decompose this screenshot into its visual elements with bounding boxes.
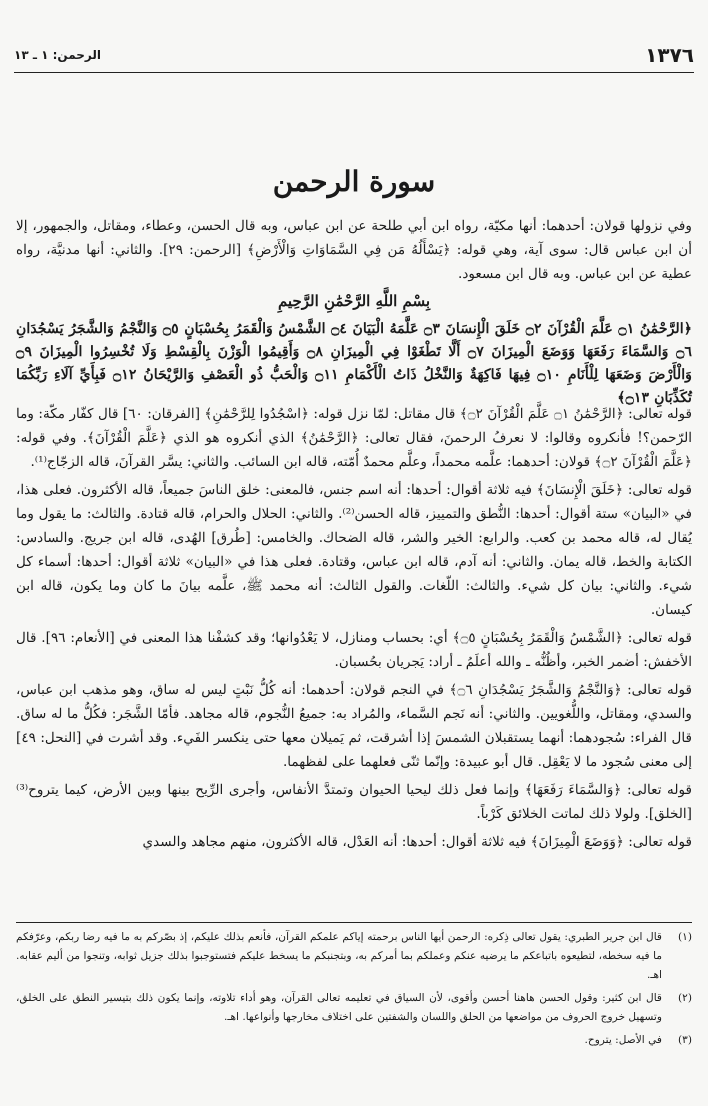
verses-block bbox=[16, 318, 692, 410]
running-title: الرحمن: ١ ـ ١٣ bbox=[14, 48, 102, 62]
footnote-text: قال ابن كثير: وقول الحسن هاهنا أحسن وأقوى، لأن السياق في تعليمه تعالى القرآن، وهو أداء تلاوته، وإنما يكون ذلك بتيسير النطق على الخلق، وتسهيل خروج الحروف من مواضعها من الحلق واللسان والشفتين على اختلاف مخارجها وأنواعها. اهـ. bbox=[16, 992, 662, 1023]
commentary bbox=[16, 402, 692, 854]
footnote-number: (٣) bbox=[678, 1034, 692, 1046]
commentary-paragraph: قوله تعالى: ﴿وَالنَّجْمُ وَالشَّجَرُ يَسْجُدَانِ ۝٦﴾ في النجم قولان: أحدهما: أنه كُلُّ نَبْتٍ ليس له ساق، وهو مذهب ابن عباس، والسدي، ومقاتل، واللُّغويين. والثاني: أنه نَجم السَّماء، والمُراد به: جميعُ النُّجوم، قاله مجاهد. فأمّا الشَّجَر: فكُلُّ ما له ساق. قال الفراء: سُجودهما: أنهما يستقبلان الشمسَ إذا أشرقت، ثم يَميلان معها حتى ينكسر الفَيء. وقد أشرت في [النحل: ٤٩] إلى معنى سُجود ما لا يَعْقِل. قال أبو عبيدة: وإنّما ثنّى فعلهما على لفظهما. bbox=[16, 682, 692, 770]
footnote-divider bbox=[16, 922, 692, 923]
footnote bbox=[16, 928, 692, 985]
commentary-paragraph: قوله تعالى: ﴿الرَّحْمَٰنُ ۝١ عَلَّمَ الْقُرْآنَ ۝٢﴾ قال مقاتل: لمّا نزل قوله: ﴿اسْجُدُوا لِلرَّحْمَٰنِ﴾ [الفرقان: ٦٠] قال كفّار مكّة: وما الرّحمن؟! فأنكروه وقالوا: لا نعرفُ الرحمنَ، فقال تعالى: ﴿الرَّحْمَٰنُ﴾ الذي أنكروه هو الذي ﴿عَلَّمَ الْقُرْآنَ﴾. وفي قوله: ﴿عَلَّمَ الْقُرْآنَ ۝٢﴾ قولان: أحدهما: علَّمه محمداً، وعلَّم محمدٌ أُمّته، قاله ابن السائب. والثاني: يسَّر القرآنَ، قاله الزجّاج⁽¹⁾. bbox=[16, 406, 692, 470]
verses-text: ﴿الرَّحْمَٰنُ ۝١ عَلَّمَ الْقُرْآنَ ۝٢ خَلَقَ الْإِنسَانَ ۝٣ عَلَّمَهُ الْبَيَانَ ۝٤ الشَّمْسُ وَالْقَمَرُ بِحُسْبَانٍ ۝٥ وَالنَّجْمُ وَالشَّجَرُ يَسْجُدَانِ ۝٦ وَالسَّمَاءَ رَفَعَهَا وَوَضَعَ الْمِيزَانَ ۝٧ أَلَّا تَطْغَوْا فِي الْمِيزَانِ ۝٨ وَأَقِيمُوا الْوَزْنَ بِالْقِسْطِ وَلَا تُخْسِرُوا الْمِيزَانَ ۝٩ وَالْأَرْضَ وَضَعَهَا لِلْأَنَامِ ۝١٠ فِيهَا فَاكِهَةٌ وَالنَّخْلُ ذَاتُ الْأَكْمَامِ ۝١١ وَالْحَبُّ ذُو الْعَصْفِ وَالرَّيْحَانُ ۝١٢ فَبِأَيِّ آلَاءِ رَبِّكُمَا تُكَذِّبَانِ ۝١٣﴾ bbox=[16, 321, 693, 406]
footnotes bbox=[16, 928, 692, 1054]
footnote bbox=[16, 989, 692, 1027]
page-header bbox=[14, 38, 694, 73]
commentary-paragraph: قوله تعالى: ﴿خَلَقَ الْإِنسَانَ﴾ فيه ثلاثة أقوال: أحدها: أنه اسم جنس، فالمعنى: خلق الناسَ جميعاً، قاله الأكثرون. فعلى هذا، في «البيان» ستة أقوال: أحدها: النُّطق والتمييز، قاله الحسن⁽²⁾. والثاني: الحلال والحرام، قاله قتادة. والثالث: ما يقول وما يُقال له، قاله محمد بن كعب. والرابع: الخير والشر، قاله الضحاك. والخامس: [طُرق] الهُدى، قاله ابن جريج. والسادس: الكتابة والخط، قاله يمان. والثاني: أنه آدم، قاله ابن عباس، وقتادة. فعلى هذا في «البيان» ثلاثة أقوال: أحدها: أسماء كل شيء. والثاني: بيان كل شيء. والثالث: اللّغات. والقول الثالث: أنه محمد ﷺ، علَّمه بيانَ ما كان وما يكون، قاله ابن كيسان. bbox=[16, 482, 692, 618]
intro-text: وفي نزولها قولان: أحدهما: أنها مكيّة، رواه ابن أبي طلحة عن ابن عباس، وبه قال الحسن، وعطاء، ومقاتل، والجمهور، إلا أن ابن عباس قال: سوى آية، وهي قوله: ﴿يَسْأَلُهُ مَن فِي السَّمَاوَاتِ وَالْأَرْضِ﴾ [الرحمن: ٢٩]. والثاني: أنها مدنيَّة، رواه عطية عن ابن عباس. وبه قال ابن مسعود. bbox=[16, 218, 692, 282]
surah-title: سورة الرحمن bbox=[272, 165, 436, 198]
footnote-text: في الأصل: يتروح. bbox=[584, 1034, 662, 1046]
footnote-text: قال ابن جرير الطبري: يقول تعالى ذِكره: الرحمن أيها الناس برحمته إياكم علمكم القرآن، فأنعم بذلك عليكم، إذ بصّركم به ما فيه رضا ربكم، وعرّفكم ما فيه سخطه، لتطيعوه باتباعكم ما يرضيه عنكم وعملكم بما أمركم به، وبتجنبكم ما يسخط عليكم فتستوجبوا بذلك جزيل ثوابه، وتنجوا من أليم عقابه. اهـ. bbox=[16, 931, 662, 981]
bismillah: بِسْمِ اللَّهِ الرَّحْمَٰنِ الرَّحِيمِ bbox=[277, 292, 431, 310]
commentary-paragraph: قوله تعالى: ﴿وَالسَّمَاءَ رَفَعَهَا﴾ وإنما فعل ذلك ليحيا الحيوان وتمتدَّ الأنفاس، وأجرى الرِّيح بينها وبين الأرض، كيما يتروح⁽³⁾ [الخلق]. ولولا ذلك لماتت الخلائق كَرْباً. bbox=[16, 782, 692, 822]
page-number: ١٣٧٦ bbox=[645, 43, 694, 67]
footnote-number: (١) bbox=[678, 931, 692, 943]
commentary-paragraph: قوله تعالى: ﴿الشَّمْسُ وَالْقَمَرُ بِحُسْبَانٍ ۝٥﴾ أي: بحساب ومنازل، لا يَعْدُوانها؛ وقد كشفْنا هذا المعنى في [الأنعام: ٩٦]. قال الأخفش: أضمر الخبر، وأظُنُّه ـ والله أعلَمُ ـ أراد: يَجريان بحُسبان. bbox=[16, 630, 692, 670]
footnote bbox=[16, 1031, 692, 1050]
intro-paragraph bbox=[16, 214, 692, 286]
footnote-number: (٢) bbox=[678, 992, 692, 1004]
commentary-paragraph: قوله تعالى: ﴿وَوَضَعَ الْمِيزَانَ﴾ فيه ثلاثة أقوال: أحدها: أنه العَدْل، قاله الأكثرون، منهم مجاهد والسدي bbox=[142, 834, 692, 850]
